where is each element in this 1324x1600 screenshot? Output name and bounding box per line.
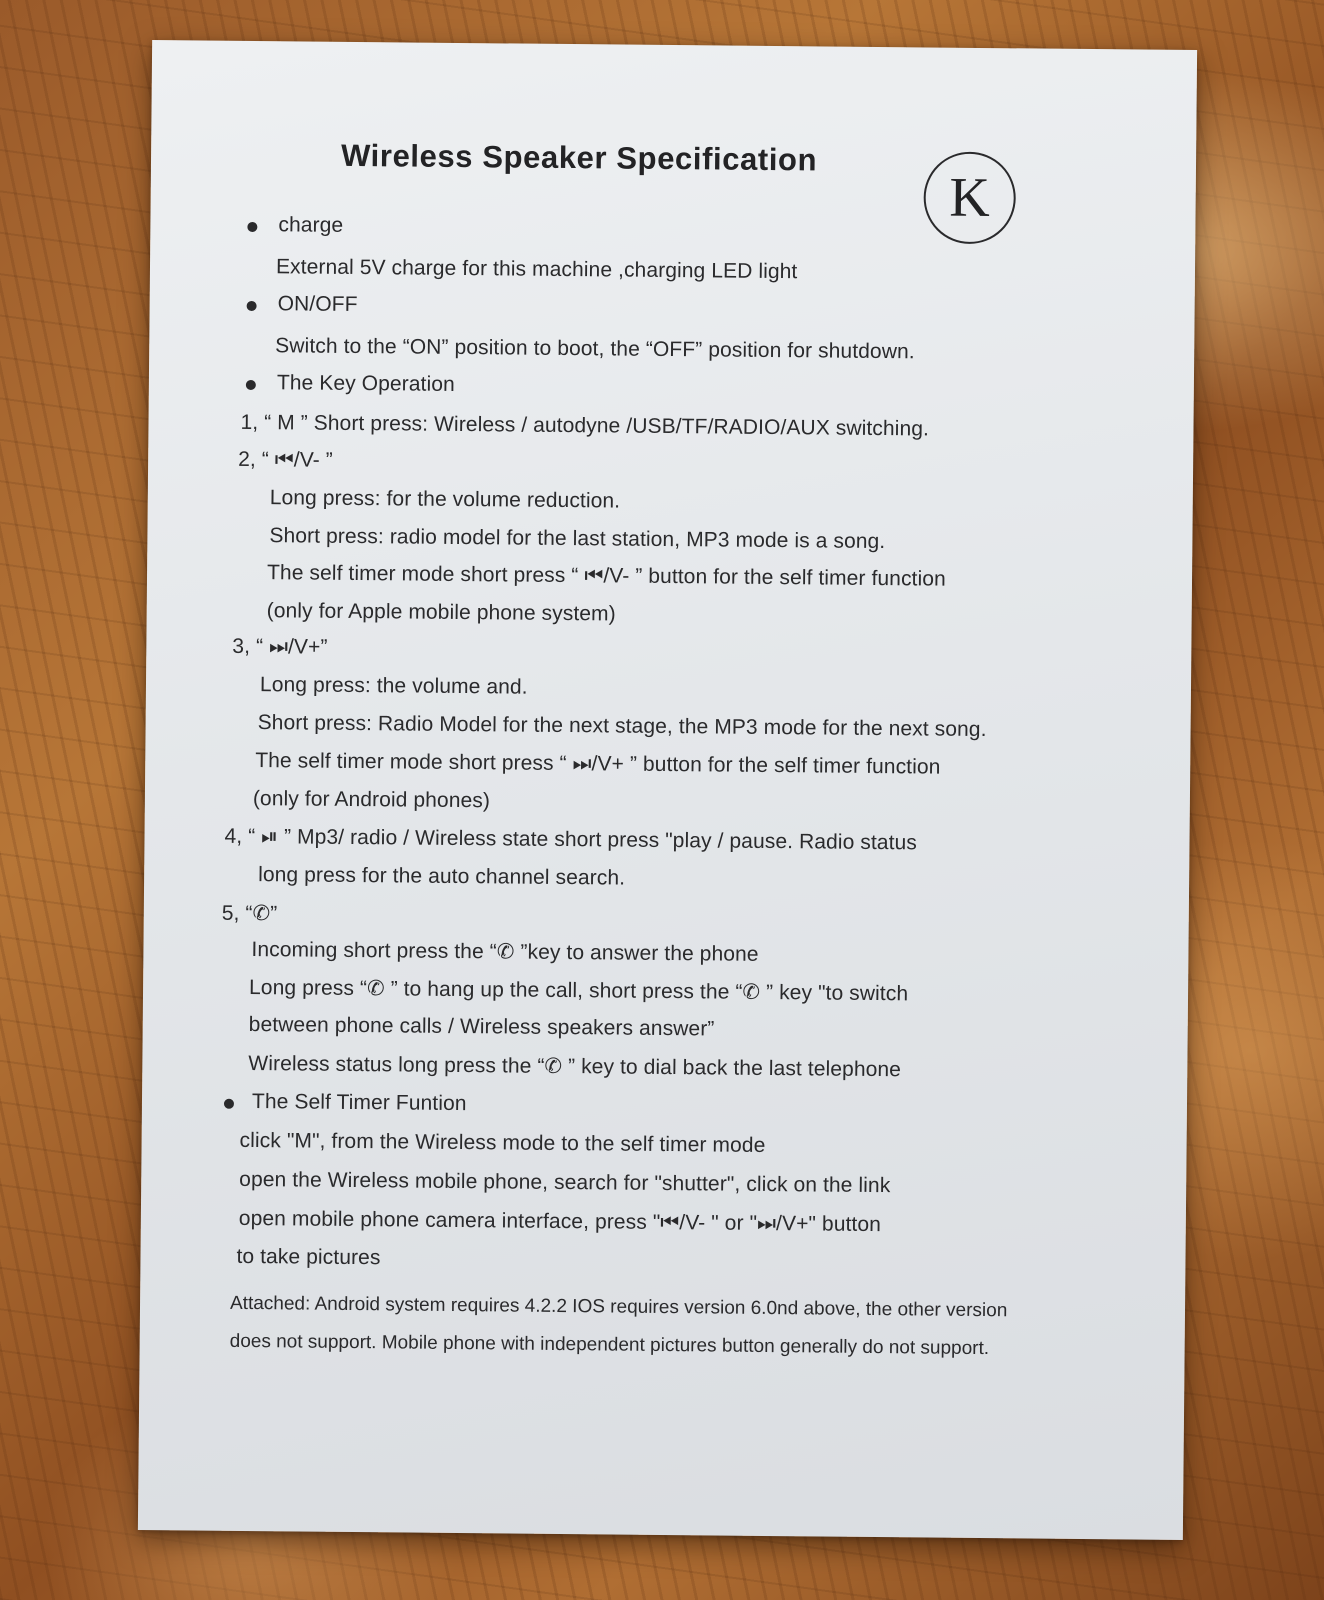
self-timer-step-4: to take pictures bbox=[236, 1244, 381, 1270]
self-timer-step-1: click "M", from the Wireless mode to the self timer mode bbox=[239, 1128, 766, 1157]
key-item-2-long: Long press: for the volume reduction. bbox=[269, 486, 621, 513]
key-item-5-redial: Wireless status long press the “✆ ” key to dial back the last telephone bbox=[248, 1051, 902, 1082]
key-item-3: 3, “ ⏭/V+” bbox=[232, 634, 328, 659]
key-item-4: 4, “ ⏯ ” Mp3/ radio / Wireless state short press "play / pause. Radio status bbox=[224, 824, 918, 855]
onoff-description: Switch to the “ON” position to boot, the “OFF” position for shutdown. bbox=[275, 334, 915, 364]
bullet-icon bbox=[246, 380, 256, 390]
key-item-2-note: (only for Apple mobile phone system) bbox=[266, 599, 616, 626]
key-item-5-switch: between phone calls / Wireless speakers answer” bbox=[248, 1012, 715, 1041]
key-item-2: 2, “ ⏮/V- ” bbox=[238, 447, 333, 472]
section-heading-key-operation: The Key Operation bbox=[276, 371, 455, 396]
key-item-4-continued: long press for the auto channel search. bbox=[258, 863, 626, 890]
bullet-icon bbox=[247, 222, 257, 232]
document-title: Wireless Speaker Specification bbox=[340, 137, 818, 178]
logo-letter: K bbox=[949, 166, 991, 230]
key-item-5-answer: Incoming short press the “✆ ”key to answer the phone bbox=[251, 938, 759, 966]
charge-description: External 5V charge for this machine ,charging LED light bbox=[275, 255, 798, 284]
key-item-3-timer: The self timer mode short press “ ⏭/V+ ” button for the self timer function bbox=[255, 749, 941, 779]
section-heading-onoff: ON/OFF bbox=[277, 292, 358, 317]
attached-note-line-1: Attached: Android system requires 4.2.2 IOS requires version 6.0nd above, the other version bbox=[229, 1292, 1008, 1322]
key-item-5-hangup: Long press “✆ ” to hang up the call, short press the “✆ ” key "to switch bbox=[248, 975, 909, 1006]
section-heading-self-timer: The Self Timer Funtion bbox=[251, 1090, 467, 1116]
bullet-icon bbox=[247, 301, 257, 311]
self-timer-step-2: open the Wireless mobile phone, search for "shutter", click on the link bbox=[239, 1167, 891, 1198]
key-item-5: 5, “✆” bbox=[221, 901, 278, 926]
section-heading-charge: charge bbox=[278, 213, 344, 237]
self-timer-step-3: open mobile phone camera interface, press "⏮/V- " or "⏭/V+" button bbox=[238, 1206, 882, 1237]
key-item-2-short: Short press: radio model for the last station, MP3 mode is a song. bbox=[269, 524, 886, 554]
brand-logo bbox=[923, 151, 1016, 244]
bullet-icon bbox=[224, 1099, 234, 1109]
key-item-3-note: (only for Android phones) bbox=[252, 787, 491, 813]
spec-sheet bbox=[138, 40, 1197, 1540]
key-item-1: 1, “ M ” Short press: Wireless / autodyne /USB/TF/RADIO/AUX switching. bbox=[240, 410, 930, 441]
attached-note-line-2: does not support. Mobile phone with independent pictures button generally do not support. bbox=[229, 1330, 990, 1360]
key-item-2-timer: The self timer mode short press “ ⏮/V- ” button for the self timer function bbox=[266, 561, 946, 591]
key-item-3-short: Short press: Radio Model for the next stage, the MP3 mode for the next song. bbox=[257, 711, 987, 742]
key-item-3-long: Long press: the volume and. bbox=[259, 673, 528, 699]
